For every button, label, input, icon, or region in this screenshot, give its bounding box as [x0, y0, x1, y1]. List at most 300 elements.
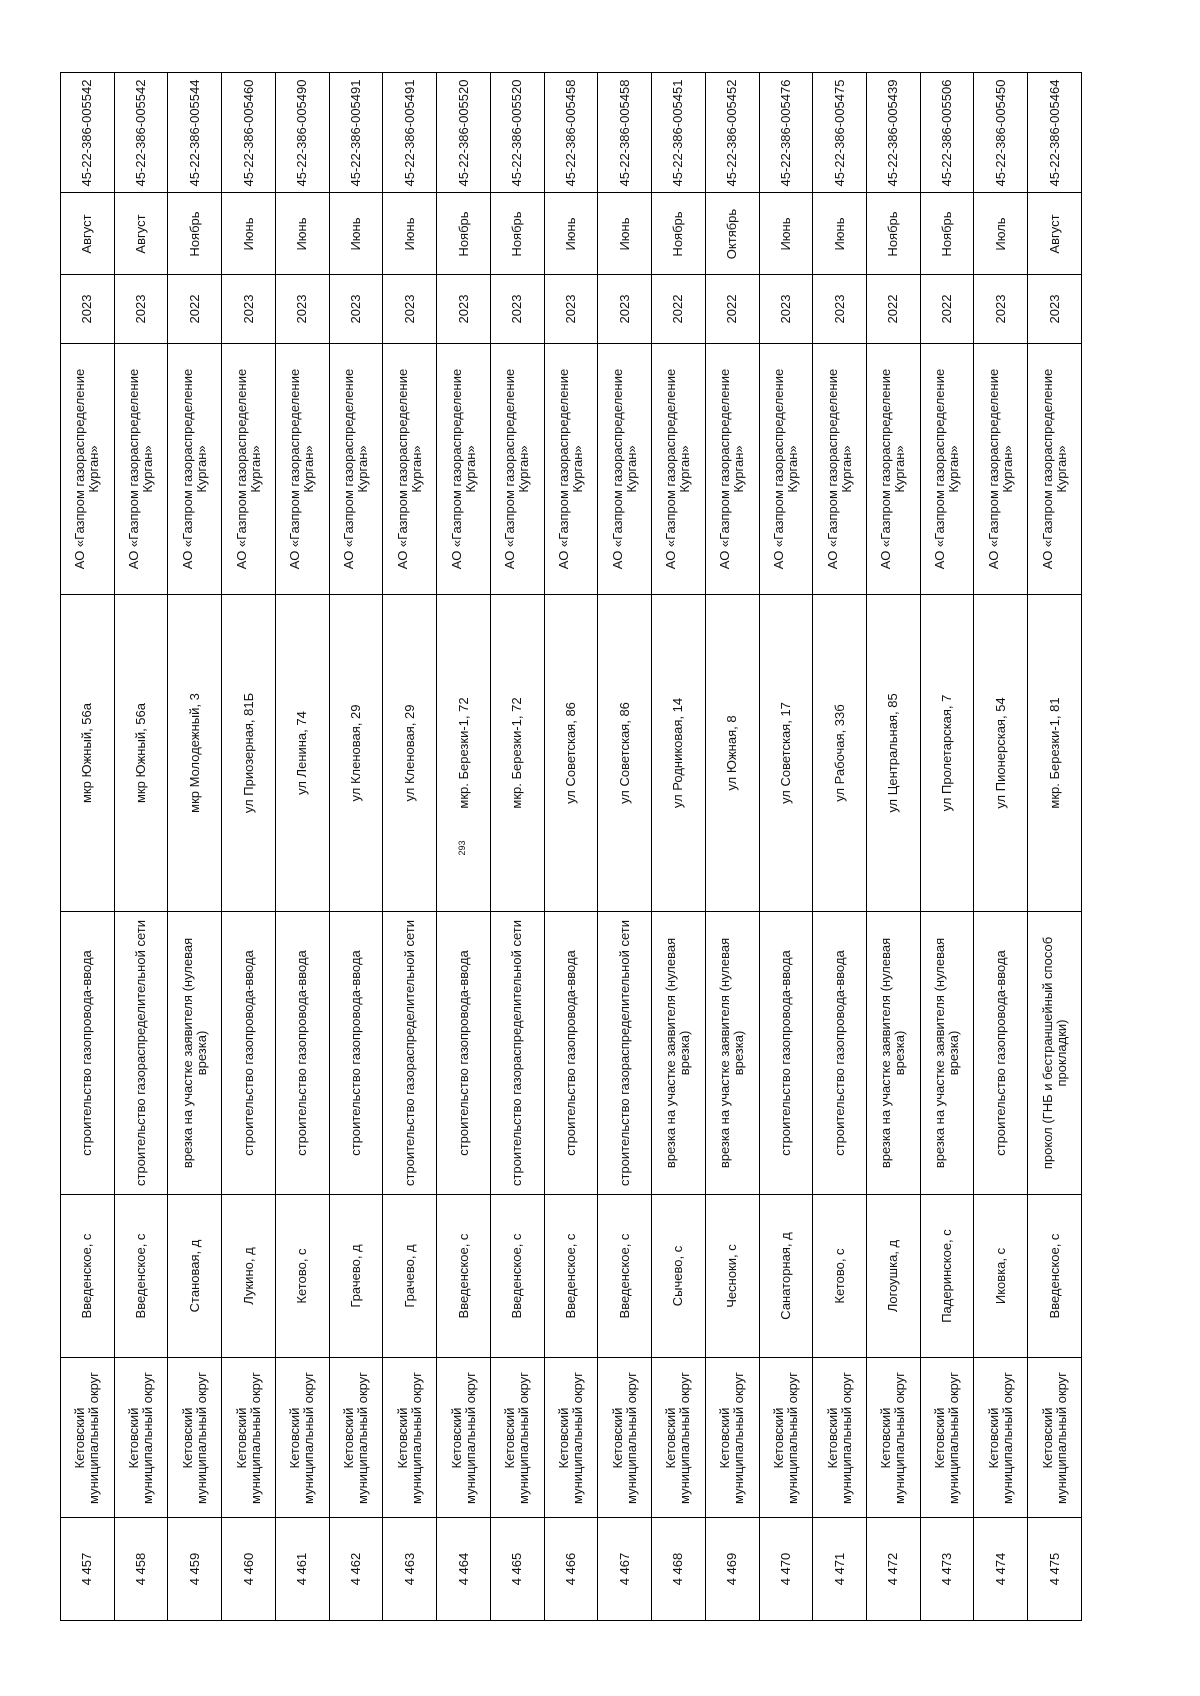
work-type: врезка на участке заявителя (нулевая врезка) — [878, 937, 908, 1169]
work-type: врезка на участке заявителя (нулевая врезка) — [717, 937, 747, 1169]
year: 2022 — [670, 294, 686, 324]
district-cell — [437, 1358, 491, 1518]
district-cell — [222, 1358, 276, 1518]
object-address: ул Центральная, 85 — [885, 693, 901, 813]
organization: АО «Газпром газораспределение Курган» — [341, 368, 371, 570]
permit-code: 45-22-386-005450 — [992, 79, 1008, 186]
work-type-cell — [544, 912, 598, 1195]
row-number: 4 466 — [562, 1552, 578, 1586]
permit-code: 45-22-386-005475 — [831, 79, 847, 186]
district-cell — [61, 1358, 115, 1518]
district: Кетовский муниципальный округ — [502, 1371, 532, 1504]
organization-cell — [275, 344, 329, 595]
settlement-cell — [974, 1195, 1028, 1358]
year-cell — [1028, 275, 1082, 344]
permit-code-cell — [61, 73, 115, 193]
settlement-cell — [168, 1195, 222, 1358]
settlement-cell — [222, 1195, 276, 1358]
month: Июнь — [240, 216, 256, 251]
district: Кетовский муниципальный округ — [555, 1371, 585, 1504]
year: 2023 — [777, 294, 793, 324]
permit-code-cell — [168, 73, 222, 193]
field-row-work — [61, 912, 1082, 1195]
month-cell — [114, 193, 168, 275]
field-row-settlement — [61, 1195, 1082, 1358]
permit-code: 45-22-386-005458 — [562, 79, 578, 186]
district-cell — [383, 1358, 437, 1518]
month-cell — [61, 193, 115, 275]
work-type: строительство газопровода-ввода — [294, 950, 310, 1156]
month: Июль — [992, 216, 1008, 251]
settlement-cell — [437, 1195, 491, 1358]
organization-cell — [598, 344, 652, 595]
work-type-cell — [275, 912, 329, 1195]
object-address: ул Приозерная, 81Б — [240, 692, 256, 814]
row-number-cell — [383, 1518, 437, 1621]
row-number: 4 475 — [1046, 1552, 1062, 1586]
row-number-cell — [652, 1518, 706, 1621]
district-cell — [168, 1358, 222, 1518]
month-cell — [813, 193, 867, 275]
permit-code: 45-22-386-005452 — [724, 79, 740, 186]
month: Июнь — [401, 216, 417, 251]
row-number-cell — [867, 1518, 921, 1621]
work-type-cell — [974, 912, 1028, 1195]
district: Кетовский муниципальный округ — [824, 1371, 854, 1504]
row-number: 4 459 — [186, 1552, 202, 1586]
row-number: 4 463 — [401, 1552, 417, 1586]
organization-cell — [437, 344, 491, 595]
year-cell — [652, 275, 706, 344]
row-number: 4 474 — [992, 1552, 1008, 1586]
permit-code-cell — [437, 73, 491, 193]
month: Июнь — [562, 216, 578, 251]
organization-cell — [759, 344, 813, 595]
organization: АО «Газпром газораспределение Курган» — [179, 368, 209, 570]
year-cell — [61, 275, 115, 344]
object-address-cell — [759, 595, 813, 912]
year-cell — [544, 275, 598, 344]
settlement: Логоушка, д — [885, 1239, 901, 1313]
row-number-cell — [275, 1518, 329, 1621]
settlement: Чесноки, с — [724, 1244, 740, 1308]
settlement: Введенское, с — [562, 1233, 578, 1319]
year: 2022 — [939, 294, 955, 324]
organization: АО «Газпром газораспределение Курган» — [770, 368, 800, 570]
year-cell — [275, 275, 329, 344]
year: 2023 — [831, 294, 847, 324]
settlement: Введенское, с — [455, 1233, 471, 1319]
district: Кетовский муниципальный округ — [717, 1371, 747, 1504]
object-address: ул Пролетарская, 7 — [939, 694, 955, 812]
year-cell — [974, 275, 1028, 344]
settlement-cell — [759, 1195, 813, 1358]
district: Кетовский муниципальный округ — [609, 1371, 639, 1504]
permit-code: 45-22-386-005490 — [294, 79, 310, 186]
month: Ноябрь — [455, 210, 471, 257]
district: Кетовский муниципальный округ — [233, 1371, 263, 1504]
object-address: ул Кленовая, 29 — [401, 704, 417, 802]
district-cell — [275, 1358, 329, 1518]
month-cell — [974, 193, 1028, 275]
organization: АО «Газпром газораспределение Курган» — [233, 368, 263, 570]
object-address-cell — [544, 595, 598, 912]
year-cell — [920, 275, 974, 344]
row-number-cell — [705, 1518, 759, 1621]
permit-code-cell — [813, 73, 867, 193]
organization: АО «Газпром газораспределение Курган» — [932, 368, 962, 570]
row-number: 4 461 — [294, 1552, 310, 1586]
organization: АО «Газпром газораспределение Курган» — [555, 368, 585, 570]
permit-code-cell — [383, 73, 437, 193]
district-cell — [705, 1358, 759, 1518]
row-number-cell — [61, 1518, 115, 1621]
work-type: строительство газораспределительной сети — [133, 920, 149, 1186]
organization: АО «Газпром газораспределение Курган» — [287, 368, 317, 570]
object-address-cell — [813, 595, 867, 912]
object-address: ул Рабочая, 33б — [831, 704, 847, 802]
organization: АО «Газпром газораспределение Курган» — [824, 368, 854, 570]
organization: АО «Газпром газораспределение Курган» — [878, 368, 908, 570]
year: 2023 — [401, 294, 417, 324]
district-cell — [1028, 1358, 1082, 1518]
organization-cell — [168, 344, 222, 595]
permit-code: 45-22-386-005520 — [455, 79, 471, 186]
year: 2023 — [992, 294, 1008, 324]
work-type-cell — [705, 912, 759, 1195]
settlement: Грачево, д — [401, 1244, 417, 1308]
object-address: ул Южная, 8 — [724, 715, 740, 791]
permit-code: 45-22-386-005458 — [616, 79, 632, 186]
district: Кетовский муниципальный округ — [72, 1371, 102, 1504]
row-number: 4 458 — [133, 1552, 149, 1586]
year: 2022 — [724, 294, 740, 324]
district-cell — [867, 1358, 921, 1518]
district-cell — [544, 1358, 598, 1518]
work-type-cell — [383, 912, 437, 1195]
month-cell — [920, 193, 974, 275]
organization: АО «Газпром газораспределение Курган» — [448, 368, 478, 570]
work-type: строительство газопровода-ввода — [777, 950, 793, 1156]
work-type: строительство газопровода-ввода — [831, 950, 847, 1156]
settlement: Санаторная, д — [777, 1232, 793, 1320]
settlement: Введенское, с — [79, 1233, 95, 1319]
organization-cell — [867, 344, 921, 595]
work-type: прокол (ГНБ и бестраншейный способ прокладки) — [1039, 936, 1069, 1170]
permit-code-cell — [114, 73, 168, 193]
organization-cell — [705, 344, 759, 595]
month: Октябрь — [724, 208, 740, 259]
work-type: строительство газопровода-ввода — [455, 950, 471, 1156]
permit-code: 45-22-386-005439 — [885, 79, 901, 186]
object-address-cell — [61, 595, 115, 912]
organization-cell — [652, 344, 706, 595]
month: Июнь — [348, 216, 364, 251]
district: Кетовский муниципальный округ — [770, 1371, 800, 1504]
permit-code-cell — [275, 73, 329, 193]
month-cell — [329, 193, 383, 275]
row-number-cell — [437, 1518, 491, 1621]
object-address-cell — [437, 595, 491, 912]
object-address-cell — [222, 595, 276, 912]
row-number: 4 457 — [79, 1552, 95, 1586]
month-cell — [490, 193, 544, 275]
permit-code-cell — [652, 73, 706, 193]
field-row-organization — [61, 344, 1082, 595]
permit-code-cell — [222, 73, 276, 193]
object-address-cell — [920, 595, 974, 912]
month: Ноябрь — [509, 210, 525, 257]
year: 2022 — [186, 294, 202, 324]
settlement: Введенское, с — [509, 1233, 525, 1319]
work-type: строительство газопровода-ввода — [562, 950, 578, 1156]
month: Ноябрь — [670, 210, 686, 257]
year-cell — [813, 275, 867, 344]
row-number: 4 460 — [240, 1552, 256, 1586]
settlement: Введенское, с — [616, 1233, 632, 1319]
organization: АО «Газпром газораспределение Курган» — [1039, 368, 1069, 570]
field-row-num — [61, 1518, 1082, 1621]
district-cell — [813, 1358, 867, 1518]
month-cell — [275, 193, 329, 275]
organization-cell — [920, 344, 974, 595]
district: Кетовский муниципальный округ — [287, 1371, 317, 1504]
settlement: Кетово, с — [831, 1248, 847, 1304]
row-number: 4 470 — [777, 1552, 793, 1586]
work-type: строительство газопровода-ввода — [348, 950, 364, 1156]
settlement-cell — [275, 1195, 329, 1358]
district: Кетовский муниципальный округ — [932, 1371, 962, 1504]
settlement-cell — [61, 1195, 115, 1358]
year: 2023 — [616, 294, 632, 324]
object-address: ул Советская, 86 — [562, 702, 578, 804]
year-cell — [759, 275, 813, 344]
month: Июнь — [616, 216, 632, 251]
year-cell — [383, 275, 437, 344]
row-number-cell — [490, 1518, 544, 1621]
permit-code-cell — [867, 73, 921, 193]
work-type: врезка на участке заявителя (нулевая врезка) — [179, 937, 209, 1169]
month-cell — [867, 193, 921, 275]
settlement: Падеринское, с — [939, 1229, 955, 1323]
district: Кетовский муниципальный округ — [179, 1371, 209, 1504]
page-number: 293 — [457, 840, 467, 856]
object-address-cell — [168, 595, 222, 912]
organization-cell — [222, 344, 276, 595]
object-address-cell — [490, 595, 544, 912]
organization: АО «Газпром газораспределение Курган» — [663, 368, 693, 570]
year-cell — [490, 275, 544, 344]
work-type: врезка на участке заявителя (нулевая врезка) — [663, 937, 693, 1169]
district: Кетовский муниципальный округ — [663, 1371, 693, 1504]
row-number-cell — [329, 1518, 383, 1621]
district-cell — [329, 1358, 383, 1518]
object-address: ул Советская, 86 — [616, 702, 632, 804]
organization-cell — [1028, 344, 1082, 595]
settlement: Введенское, с — [133, 1233, 149, 1319]
object-address-cell — [652, 595, 706, 912]
permit-code-cell — [329, 73, 383, 193]
settlement: Грачево, д — [348, 1244, 364, 1308]
district: Кетовский муниципальный округ — [878, 1371, 908, 1504]
district-cell — [114, 1358, 168, 1518]
month: Август — [1046, 213, 1062, 254]
work-type-cell — [490, 912, 544, 1195]
month: Ноябрь — [939, 210, 955, 257]
district-cell — [490, 1358, 544, 1518]
object-address-cell — [114, 595, 168, 912]
organization-cell — [329, 344, 383, 595]
work-type-cell — [920, 912, 974, 1195]
settlement-cell — [490, 1195, 544, 1358]
registry-table — [60, 72, 1082, 1621]
year-cell — [329, 275, 383, 344]
row-number-cell — [759, 1518, 813, 1621]
month-cell — [705, 193, 759, 275]
organization-cell — [61, 344, 115, 595]
row-number-cell — [544, 1518, 598, 1621]
year-cell — [867, 275, 921, 344]
object-address: ул Ленина, 74 — [294, 711, 310, 795]
organization-cell — [490, 344, 544, 595]
object-address: мкр Молодежный, 3 — [186, 693, 202, 813]
year: 2023 — [509, 294, 525, 324]
permit-code: 45-22-386-005520 — [509, 79, 525, 186]
year-cell — [598, 275, 652, 344]
settlement-cell — [652, 1195, 706, 1358]
district-cell — [974, 1358, 1028, 1518]
month-cell — [383, 193, 437, 275]
work-type: врезка на участке заявителя (нулевая врезка) — [932, 937, 962, 1169]
district-cell — [598, 1358, 652, 1518]
work-type-cell — [867, 912, 921, 1195]
object-address-cell — [329, 595, 383, 912]
object-address: мкр. Березки-1, 72 — [455, 697, 471, 809]
permit-code: 45-22-386-005451 — [670, 79, 686, 186]
field-row-district — [61, 1358, 1082, 1518]
settlement-cell — [705, 1195, 759, 1358]
organization-cell — [383, 344, 437, 595]
object-address: ул Пионерская, 54 — [992, 697, 1008, 809]
organization: АО «Газпром газораспределение Курган» — [717, 368, 747, 570]
organization: АО «Газпром газораспределение Курган» — [502, 368, 532, 570]
month: Август — [133, 213, 149, 254]
district: Кетовский муниципальный округ — [341, 1371, 371, 1504]
work-type: строительство газораспределительной сети — [616, 920, 632, 1186]
work-type: строительство газопровода-ввода — [240, 950, 256, 1156]
year: 2023 — [1046, 294, 1062, 324]
month-cell — [544, 193, 598, 275]
row-number: 4 462 — [348, 1552, 364, 1586]
permit-code: 45-22-386-005491 — [401, 79, 417, 186]
month: Июнь — [777, 216, 793, 251]
month-cell — [1028, 193, 1082, 275]
permit-code-cell — [705, 73, 759, 193]
settlement-cell — [867, 1195, 921, 1358]
permit-code-cell — [974, 73, 1028, 193]
permit-code: 45-22-386-005464 — [1046, 79, 1062, 186]
object-address: ул Родниковая, 14 — [670, 697, 686, 809]
row-number: 4 464 — [455, 1552, 471, 1586]
row-number: 4 467 — [616, 1552, 632, 1586]
row-number: 4 465 — [509, 1552, 525, 1586]
organization-cell — [974, 344, 1028, 595]
settlement-cell — [598, 1195, 652, 1358]
row-number: 4 471 — [831, 1552, 847, 1586]
work-type-cell — [598, 912, 652, 1195]
settlement: Сычево, с — [670, 1245, 686, 1307]
object-address-cell — [705, 595, 759, 912]
field-row-month — [61, 193, 1082, 275]
work-type-cell — [813, 912, 867, 1195]
month-cell — [759, 193, 813, 275]
organization: АО «Газпром газораспределение Курган» — [985, 368, 1015, 570]
permit-code: 45-22-386-005544 — [186, 79, 202, 186]
month: Август — [79, 213, 95, 254]
row-number-cell — [974, 1518, 1028, 1621]
year: 2023 — [133, 294, 149, 324]
month-cell — [598, 193, 652, 275]
field-row-code — [61, 73, 1082, 193]
row-number-cell — [1028, 1518, 1082, 1621]
permit-code-cell — [920, 73, 974, 193]
settlement: Лукино, д — [240, 1247, 256, 1305]
year-cell — [114, 275, 168, 344]
settlement: Иковка, с — [992, 1247, 1008, 1305]
permit-code: 45-22-386-005542 — [133, 79, 149, 186]
organization: АО «Газпром газораспределение Курган» — [394, 368, 424, 570]
work-type-cell — [652, 912, 706, 1195]
row-number-cell — [920, 1518, 974, 1621]
work-type: строительство газопровода-ввода — [79, 950, 95, 1156]
object-address: ул Кленовая, 29 — [348, 704, 364, 802]
object-address: мкр Южный, 56а — [133, 703, 149, 803]
district: Кетовский муниципальный округ — [394, 1371, 424, 1504]
object-address: ул Советская, 17 — [777, 702, 793, 804]
object-address-cell — [1028, 595, 1082, 912]
year-cell — [168, 275, 222, 344]
field-row-year — [61, 275, 1082, 344]
row-number-cell — [222, 1518, 276, 1621]
settlement-cell — [813, 1195, 867, 1358]
work-type-cell — [437, 912, 491, 1195]
permit-code: 45-22-386-005506 — [939, 79, 955, 186]
year: 2023 — [348, 294, 364, 324]
district-cell — [759, 1358, 813, 1518]
month-cell — [652, 193, 706, 275]
permit-code-cell — [598, 73, 652, 193]
district-cell — [652, 1358, 706, 1518]
permit-code: 45-22-386-005460 — [240, 79, 256, 186]
year-cell — [705, 275, 759, 344]
permit-code-cell — [544, 73, 598, 193]
settlement-cell — [114, 1195, 168, 1358]
month-cell — [222, 193, 276, 275]
year: 2023 — [79, 294, 95, 324]
month-cell — [168, 193, 222, 275]
month-cell — [437, 193, 491, 275]
month: Ноябрь — [186, 210, 202, 257]
permit-code-cell — [490, 73, 544, 193]
work-type: строительство газораспределительной сети — [509, 920, 525, 1186]
work-type-cell — [329, 912, 383, 1195]
settlement: Становая, д — [186, 1239, 202, 1313]
work-type-cell — [168, 912, 222, 1195]
year: 2023 — [455, 294, 471, 324]
settlement-cell — [1028, 1195, 1082, 1358]
year: 2023 — [562, 294, 578, 324]
district-cell — [920, 1358, 974, 1518]
